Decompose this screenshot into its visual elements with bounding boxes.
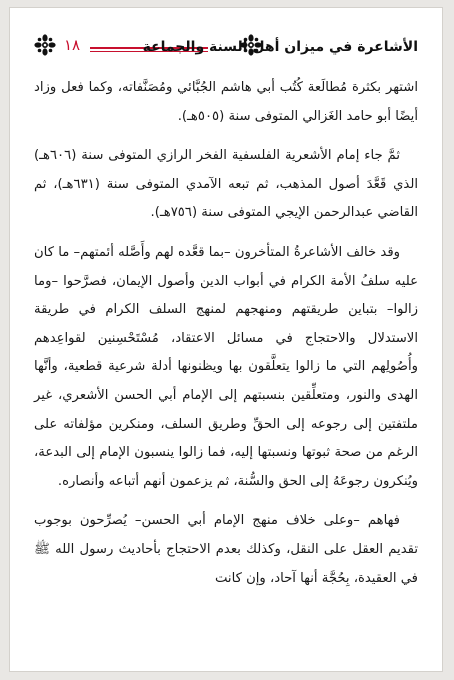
page-header xyxy=(34,28,418,68)
book-page xyxy=(9,7,443,672)
floral-ornament-icon xyxy=(34,34,56,56)
paragraph: اشتهر بكثرة مُطالَعة كُتُب أبي هاشم الجُبَّائي ومُصَنَّفاته، وكما فعل وزاد أيضًا أبو حامد الغَزالي المتوفى سنة (٥٠٥هـ). xyxy=(34,80,418,124)
paragraph: فهاهم –وعلى خلاف منهج الإمام أبي الحسن– يُصرِّحون بوجوب تقديم العقل على النقل، وكذلك بعدم الاحتجاج بأحاديث رسول الله ﷺ في العقيدة، بِحُجَّة أنها آحاد، وإن كانت xyxy=(34,513,418,586)
running-title: الأشاعرة في ميزان أهل السنة والجماعة xyxy=(142,39,418,55)
body-text xyxy=(34,74,418,604)
page-number: ١٨ xyxy=(63,36,81,54)
paragraph: ثمَّ جاء إمام الأشعرية الفلسفية الفخر الرازي المتوفى سنة (٦٠٦هـ) الذي قَعَّدَ أصول المذهب، ثم تبعه الآمدي المتوفى سنة (٦٣١هـ)، ثم القاضي عبدالرحمن الإيجي المتوفى سنة (٧٥٦هـ). xyxy=(34,148,419,221)
paragraph: وقد خالف الأشاعرةُ المتأخرون –بما قعَّده لهم وأَصَّله أئمتهم– ما كان عليه سلفُ الأمة الكرام في أبواب الدين وأصول الإيمان، فصرَّحوا –وما زالوا– بتباين طريقتهم ومنهجهم لمنهج السلف الكرام في طريقة الاستدلال والاحتجاج في مسائل الاعتقاد، مُسْتَحْسِنين لقواعِدهم وأُصُولِهم التي ما زالوا يتعلَّقون بها ويظنونها أدلة شرعية قطعية، وأنَّها الهدى والنور، ومتعلِّقين بنسبتهم إلى الإمام أبي الحسن الأشعري، غير ملتفتين إلى رجوعه إلى الحقِّ وطريق السلف، ومنكرين مؤلفاته على الرغم من صحة ثبوتها ونسبتها إليه، فما زالوا ينسبون الإمام إلى البدعة، ويُنكرون رجوعَهُ إلى الحق والسُّنة، ثم يزعمون أنهم أتباعه وأنصاره. xyxy=(34,244,418,489)
